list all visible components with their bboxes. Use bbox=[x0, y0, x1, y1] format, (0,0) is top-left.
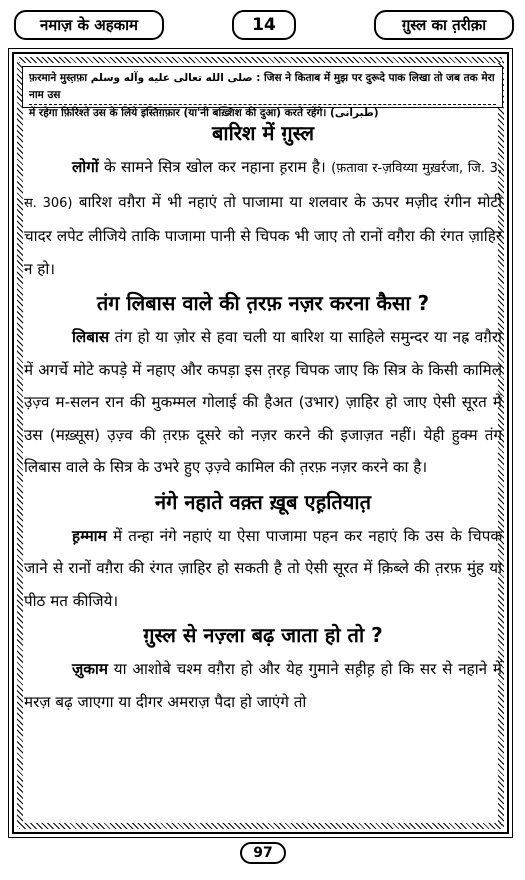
section-heading-3: नंगे नहाते वक़्त ख़ूब एह़तियात़ bbox=[155, 489, 371, 514]
border-ornament-top bbox=[19, 57, 502, 63]
border-ornament-left bbox=[17, 59, 23, 827]
notice-lead: फ़रमाने मुस्त़फ़ा bbox=[29, 72, 88, 84]
para-body-3: में तन्हा नंगे नहाएं या ऐसा पाजामा पहन कर नहाएं कि उस के चिपक जाने से रानों वग़ैरा की रंगत ज़ाहिर हो सकती है तो ऐसी सूरत में क़िब्ले की त़रफ़ मुंह या पीठ मत कीजिये। bbox=[24, 526, 502, 610]
para-body-1: के सामने सित्र खोल कर नहाना ह़राम है। bbox=[98, 158, 332, 176]
notice-text-1: : जिस ने किताब में मुझ पर दुरूदे पाक लिखा तो जब तक मेरा नाम उस bbox=[29, 72, 495, 101]
para-citation-1: (फ़तावा र-ज़विय्या मुख़र्रजा, जि. 3, स. 306) bbox=[24, 161, 502, 211]
section-paragraph-1 bbox=[24, 151, 502, 285]
notice-honorific: صلى الله تعالى عليه وآله وسلم bbox=[90, 72, 253, 84]
header-chapter-title: ग़ुस्ल का त़रीक़ा bbox=[374, 10, 514, 40]
para-body-1b: बारिश वग़ैरा में भी नहाएं तो पाजामा या शलवार के ऊपर मज़ीद रंगीन मोटी चादर लपेट लीजिये ताकि पाजामा पानी से चिपक भी जाए तो रानों वग़ैरा की रंगत ज़ाहिर न हो। bbox=[24, 192, 502, 278]
border-ornament-bottom bbox=[19, 823, 502, 829]
para-lead-3: ह़म्माम bbox=[72, 526, 107, 545]
section-heading-1: बारिश में ग़ुस्ल bbox=[211, 121, 315, 145]
para-body-4: या आशोबे चश्म वग़ैरा हो और येह गुमाने सह़ीह़ हो कि सर से नहाने में मरज़ बढ़ जाएगा या दीगर अमराज़ पैदा हो जाएंगे तो bbox=[24, 660, 502, 711]
section-paragraph-2 bbox=[24, 321, 502, 484]
section-heading-2: तंग लिबास वाले की त़रफ़ नज़र करना कैसा ? bbox=[96, 291, 430, 315]
page-content bbox=[24, 115, 502, 718]
hadith-notice bbox=[22, 66, 503, 119]
notice-divider bbox=[29, 104, 496, 105]
para-lead-2: लिबास bbox=[72, 328, 110, 346]
section-paragraph-3 bbox=[24, 520, 502, 618]
para-lead-4: ज़ुकाम bbox=[72, 660, 108, 678]
para-lead-1: लोगों bbox=[72, 158, 99, 176]
header-chapter-number: 14 bbox=[232, 10, 296, 40]
page-number: 97 bbox=[240, 842, 286, 864]
notice-source: (طبرانی) bbox=[330, 107, 379, 119]
para-body-2: तंग हो या ज़ोर से हवा चली या बारिश या साहिले समुन्दर या नह्र वग़ैरा में अगर्चे मोटे कपड़े में नहाए और कपड़ा इस त़रह़ चिपक जाए कि सित्र के किसी कामिल उ़ज़्व म-सलन रान की मुकम्मल गोलाई की हैअत (उभार) ज़ाहिर हो जाए ऐसी सूरत में उस (मख़्सूस) उ़ज़्व की त़रफ़ दूसरे को नज़र करने की इजाज़त नहीं। येही हुक्म तंग लिबास वाले के सित्र के उभरे हुए उ़ज़्वे कामिल की त़रफ़ नज़र करने का है। bbox=[24, 328, 502, 476]
section-heading-4: ग़ुस्ल से नज़्ला बढ़ जाता हो तो ? bbox=[143, 623, 383, 647]
section-paragraph-4 bbox=[24, 653, 502, 718]
notice-text-2: में रहेगा फ़िरिश्ते उस के लिये इस्तिग़फ़ार (या'नी बख़्शिश की दुआ) करते रहेंगे। bbox=[29, 107, 327, 119]
header-book-title: नमाज़ के अहकाम bbox=[14, 10, 164, 40]
